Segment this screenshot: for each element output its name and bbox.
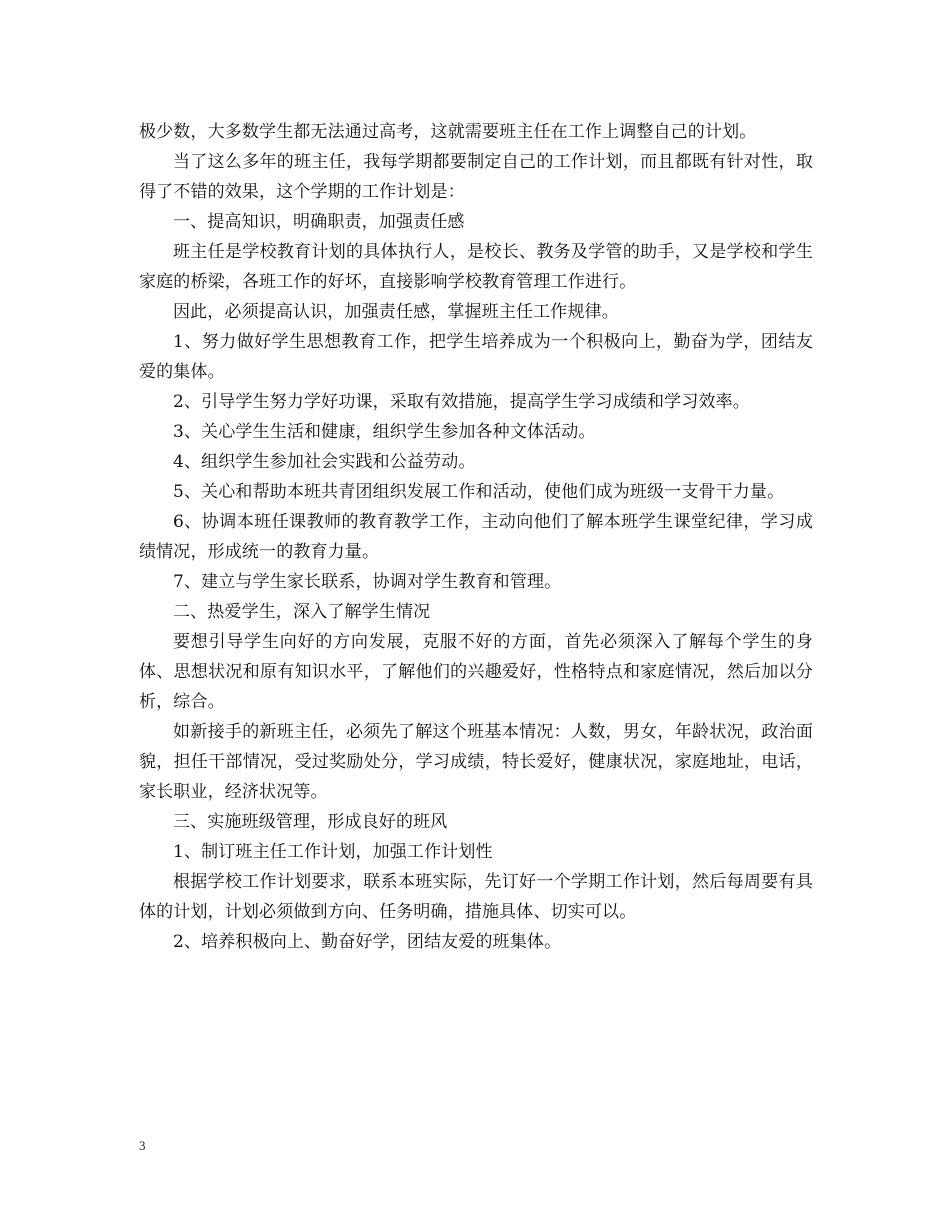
list-item: 6、协调本班任课教师的教育教学工作，主动向他们了解本班学生课堂纪律，学习成绩情况，形成统一的教育力量。 <box>139 512 813 562</box>
paragraph: 要想引导学生向好的方向发展，克服不好的方面，首先必须深入了解每个学生的身体、思想状况和原有知识水平，了解他们的兴趣爱好，性格特点和家庭情况，然后加以分析，综合。 <box>139 632 813 712</box>
list-item: 5、关心和帮助本班共青团组织发展工作和活动，使他们成为班级一支骨干力量。 <box>173 482 785 502</box>
list-item: 4、组织学生参加社会实践和公益劳动。 <box>173 452 476 472</box>
list-item: 1、制订班主任工作计划，加强工作计划性 <box>173 842 493 862</box>
paragraph: 如新接手的新班主任，必须先了解这个班基本情况：人数，男女，年龄状况，政治面貌，担任干部情况，受过奖励处分，学习成绩，特长爱好，健康状况，家庭地址，电话，家长职业，经济状况等。 <box>139 722 813 802</box>
list-item: 3、关心学生生活和健康，组织学生参加各种文体活动。 <box>173 422 596 442</box>
list-item: 2、培养积极向上、勤奋好学，团结友爱的班集体。 <box>173 932 562 952</box>
paragraph: 极少数，大多数学生都无法通过高考，这就需要班主任在工作上调整自己的计划。 <box>139 122 757 142</box>
list-item: 2、引导学生努力学好功课，采取有效措施，提高学生学习成绩和学习效率。 <box>173 392 750 412</box>
section-heading: 三、实施班级管理，形成良好的班风 <box>173 812 448 832</box>
paragraph: 根据学校工作计划要求，联系本班实际，先订好一个学期工作计划，然后每周要有具体的计划，计划必须做到方向、任务明确，措施具体、切实可以。 <box>139 872 813 922</box>
list-item: 1、努力做好学生思想教育工作，把学生培养成为一个积极向上，勤奋为学，团结友爱的集体。 <box>139 332 813 382</box>
section-heading: 一、提高知识，明确职责，加强责任感 <box>173 212 465 232</box>
list-item: 7、建立与学生家长联系，协调对学生教育和管理。 <box>173 572 562 592</box>
page-number: 3 <box>139 1138 146 1153</box>
document-body <box>139 117 813 957</box>
section-heading: 二、热爱学生，深入了解学生情况 <box>173 602 431 622</box>
paragraph: 班主任是学校教育计划的具体执行人，是校长、教务及学管的助手，又是学校和学生家庭的桥梁，各班工作的好坏，直接影响学校教育管理工作进行。 <box>139 242 813 292</box>
paragraph: 当了这么多年的班主任，我每学期都要制定自己的工作计划，而且都既有针对性，取得了不错的效果，这个学期的工作计划是： <box>139 152 813 202</box>
paragraph: 因此，必须提高认识，加强责任感，掌握班主任工作规律。 <box>173 302 619 322</box>
